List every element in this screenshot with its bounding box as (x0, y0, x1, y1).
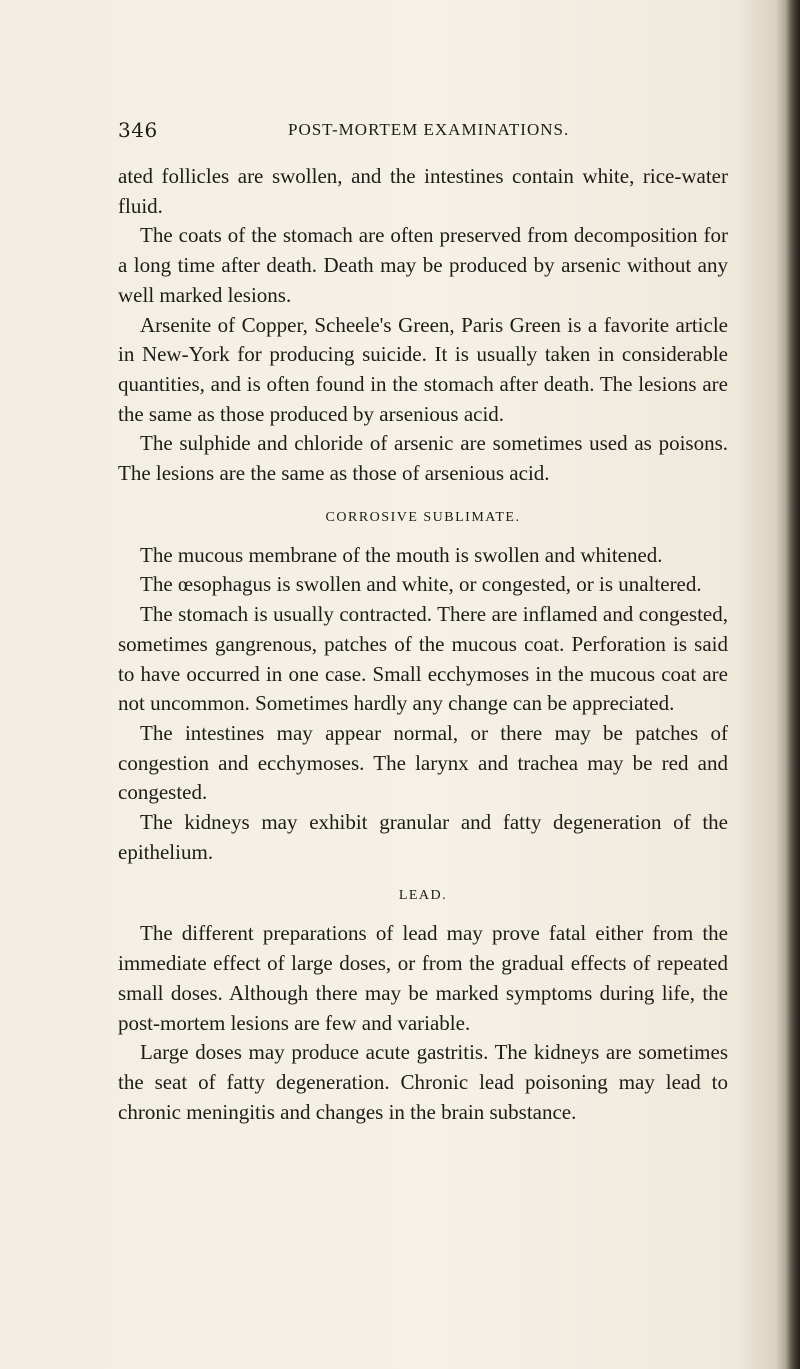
running-head: POST-MORTEM EXAMINATIONS. (288, 120, 570, 139)
paragraph: The intestines may appear normal, or there may be patches of congestion and ecchymoses. The larynx and trachea may be red and congested. (118, 720, 728, 805)
page-number: 346 (118, 118, 158, 142)
paragraph: The sulphide and chloride of arsenic are sometimes used as poisons. The lesions are the same as those of arsenious acid. (118, 431, 728, 486)
paragraph: The stomach is usually contracted. There are inflamed and congested, sometimes gangrenous, patches of the mucous coat. Perforation is said to have occurred in one case. Small ecchymoses in the mucous coat are not uncommon. Sometimes hardly any change can be appreciated. (118, 602, 728, 716)
page-header (118, 118, 718, 142)
page-edge-shadow (786, 0, 800, 1369)
paragraph: The kidneys may exhibit granular and fatty degeneration of the epithelium. (118, 810, 728, 864)
paragraph: The œsophagus is swollen and white, or congested, or is unaltered. (140, 572, 702, 597)
page-body (118, 162, 728, 1127)
paragraph: Arsenite of Copper, Scheele's Green, Paris Green is a favorite article in New-York for producing suicide. It is usually taken in considerable quantities, and is often found in the stomach after death. The lesions are the same as those produced by arsenious acid. (118, 312, 728, 426)
paragraph: The mucous membrane of the mouth is swollen and whitened. (140, 542, 663, 567)
section-heading-lead: LEAD. (398, 888, 448, 904)
paragraph: Large doses may produce acute gastritis. The kidneys are sometimes the seat of fatty degeneration. Chronic lead poisoning may lead to chronic meningitis and changes in the brain substance. (118, 1040, 728, 1124)
paragraph: The coats of the stomach are often preserved from decomposition for a long time after death. Death may be produced by arsenic without any well marked lesions. (118, 223, 728, 307)
paragraph: The different preparations of lead may prove fatal either from the immediate effect of large doses, or from the gradual effects of repeated small doses. Although there may be marked symptoms during life, the post-mortem lesions are few and variable. (118, 921, 728, 1035)
section-heading-corrosive-sublimate: CORROSIVE SUBLIMATE. (325, 509, 521, 525)
paragraph: ated follicles are swollen, and the intestines contain white, rice-water fluid. (118, 164, 728, 218)
